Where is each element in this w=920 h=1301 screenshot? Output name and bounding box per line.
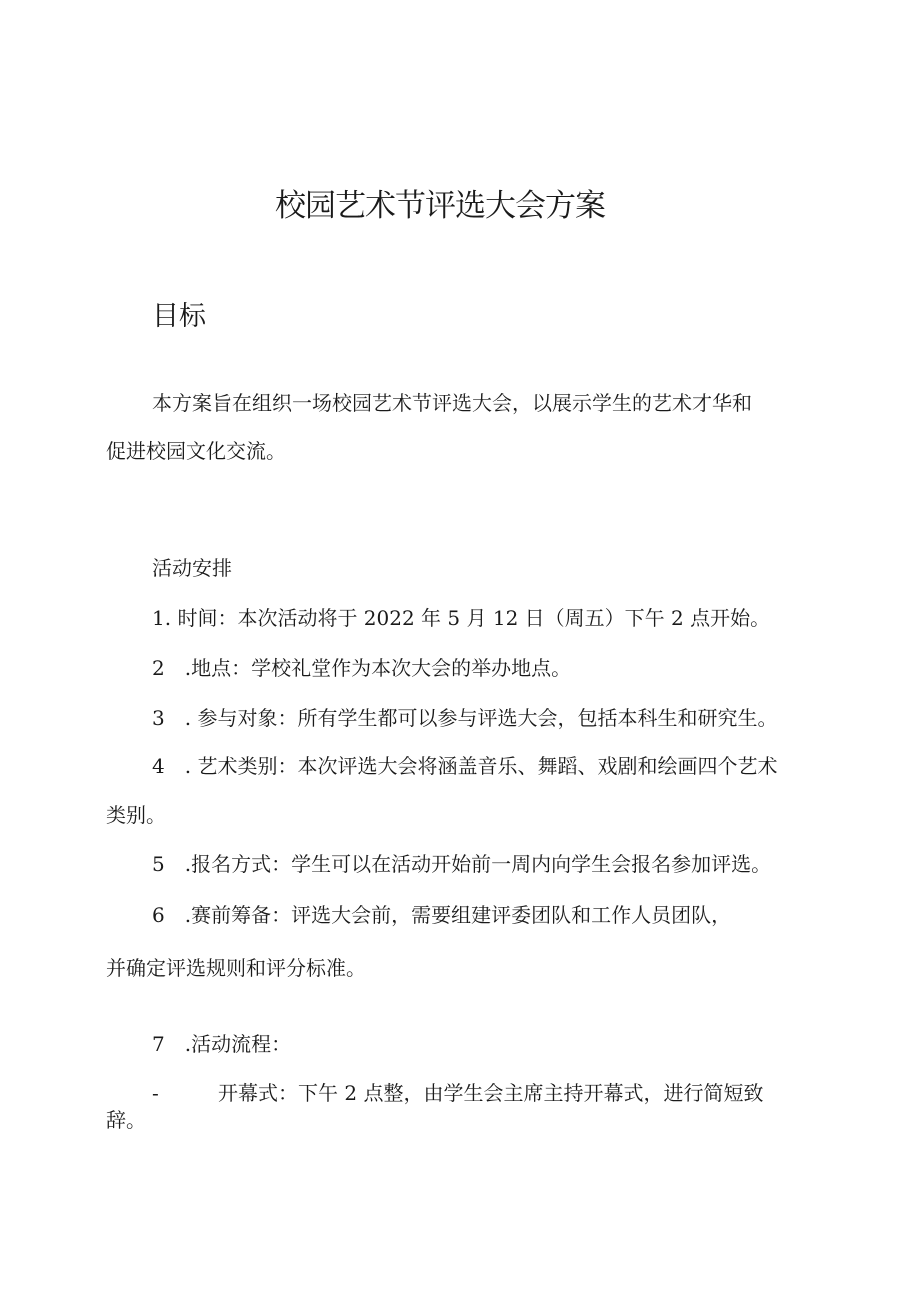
schedule-item-process: 7 .活动流程： — [152, 1032, 292, 1056]
schedule-heading: 活动安排 — [152, 556, 232, 580]
schedule-item-preparation-line-2: 并确定评选规则和评分标准。 — [106, 956, 366, 980]
schedule-item-time: 1. 时间：本次活动将于 2022 年 5 月 12 日（周五）下午 2 点开始。 — [152, 606, 771, 630]
goal-paragraph-line-2: 促进校园文化交流。 — [106, 439, 286, 463]
schedule-item-categories-line-1: 4 . 艺术类别：本次评选大会将涵盖音乐、舞蹈、戏剧和绘画四个艺术 — [152, 754, 778, 778]
process-opening-line-2: 辞。 — [106, 1108, 146, 1132]
schedule-item-categories-line-2: 类别。 — [106, 803, 166, 827]
process-list-dash: - — [152, 1081, 159, 1105]
schedule-item-registration: 5 .报名方式：学生可以在活动开始前一周内向学生会报名参加评选。 — [152, 852, 772, 876]
goal-paragraph-line-1: 本方案旨在组织一场校园艺术节评选大会，以展示学生的艺术才华和 — [152, 391, 752, 415]
goal-heading: 目标 — [152, 301, 206, 332]
document-title: 校园艺术节评选大会方案 — [275, 188, 605, 224]
schedule-item-participants: 3 . 参与对象：所有学生都可以参与评选大会，包括本科生和研究生。 — [152, 706, 778, 730]
schedule-item-location: 2 .地点：学校礼堂作为本次大会的举办地点。 — [152, 656, 572, 680]
process-opening-line-1: 开幕式：下午 2 点整，由学生会主席主持开幕式，进行简短致 — [218, 1081, 764, 1105]
schedule-item-preparation-line-1: 6 .赛前筹备：评选大会前，需要组建评委团队和工作人员团队， — [152, 903, 732, 927]
